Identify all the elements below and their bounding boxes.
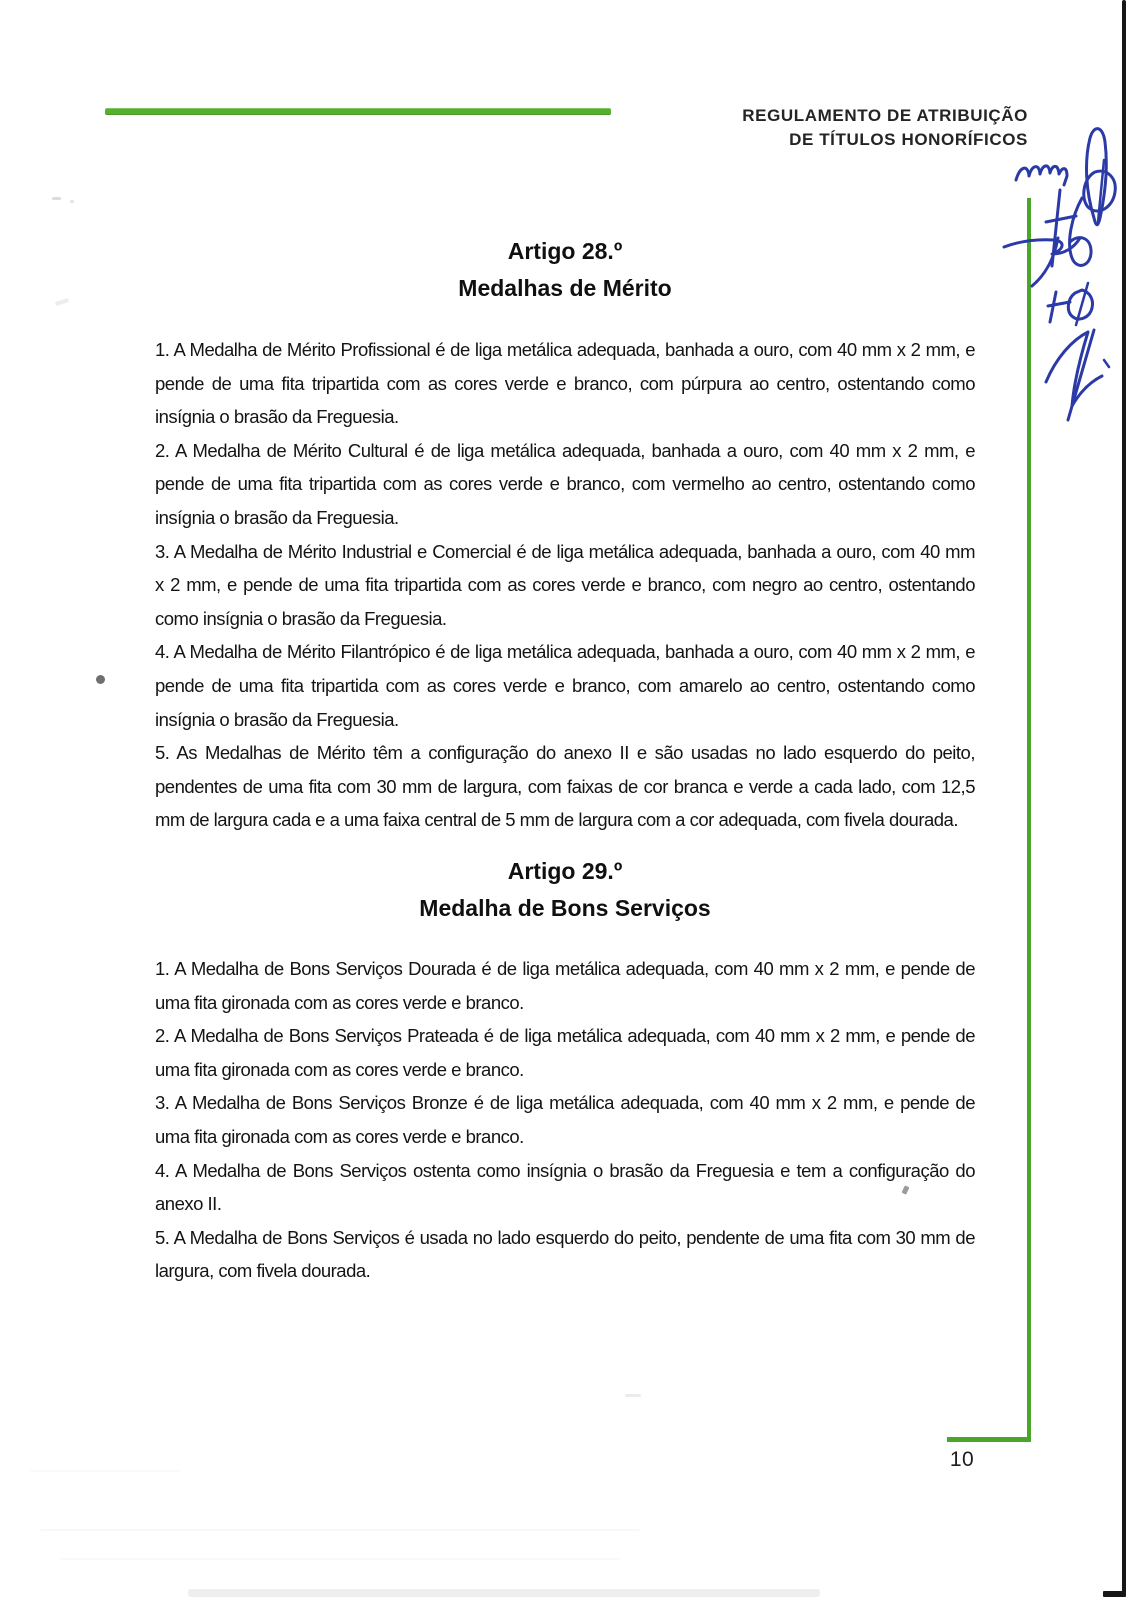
signature-ink xyxy=(985,110,1125,445)
scan-streak xyxy=(60,1558,620,1560)
signature-stroke xyxy=(1016,166,1067,185)
scan-speck xyxy=(96,675,105,684)
paragraph: 5. A Medalha de Bons Serviços é usada no lado esquerdo do peito, pendente de uma fita com 30 mm de largura, com fivela dourada. xyxy=(155,1226,975,1282)
paragraph: 3. A Medalha de Bons Serviços Bronze é de liga metálica adequada, com 40 mm x 2 mm, e pende de uma fita gironada com as cores verde e branco. xyxy=(155,1092,975,1147)
scan-speck xyxy=(52,197,61,200)
paragraph: 3. A Medalha de Mérito Industrial e Comercial é de liga metálica adequada, banhada a ouro, com 40 mm x 2 mm, e pende de uma fita tripartida com as cores verde e branco, com negro ao centro, ostentando como insígnia o brasão da Freguesia. xyxy=(155,540,975,629)
scan-streak xyxy=(30,1470,180,1472)
paragraph: 2. A Medalha de Mérito Cultural é de liga metálica adequada, banhada a ouro, com 40 mm x 2 mm, e pende de uma fita tripartida com as cores verde e branco, com vermelho ao centro, ostentando como insígnia o brasão da Freguesia. xyxy=(155,439,975,528)
signature-stroke xyxy=(1068,290,1092,319)
article-29-title: Artigo 29.º xyxy=(507,858,623,884)
scan-edge-foot xyxy=(1103,1591,1126,1597)
paragraph: 2. A Medalha de Bons Serviços Prateada é de liga metálica adequada, com 40 mm x 2 mm, e pende de uma fita gironada com as cores verde e branco. xyxy=(155,1025,975,1080)
scan-streak xyxy=(40,1529,640,1531)
signature-stroke xyxy=(1104,360,1109,367)
article-28-body xyxy=(155,333,975,837)
signature-stroke xyxy=(1050,292,1056,322)
page-number: 10 xyxy=(949,1448,975,1471)
scan-speck xyxy=(55,298,70,306)
article-29-subtitle: Medalha de Bons Serviços xyxy=(419,895,711,921)
header-line-1: REGULAMENTO DE ATRIBUIÇÃO xyxy=(742,106,1028,125)
paragraph: 1. A Medalha de Mérito Profissional é de liga metálica adequada, banhada a ouro, com 40 mm x 2 mm, e pende de uma fita tripartida com as cores verde e branco, com púrpura ao centro, ostentando como insígnia o brasão da Freguesia. xyxy=(155,339,975,428)
header-line-2: DE TÍTULOS HONORÍFICOS xyxy=(789,130,1028,149)
top-green-rule xyxy=(105,108,611,115)
scan-speck xyxy=(70,200,74,203)
article-28-title: Artigo 28.º xyxy=(507,238,623,264)
margin-rule-bottom xyxy=(947,1437,1031,1442)
paragraph: 5. As Medalhas de Mérito têm a configuração do anexo II e são usadas no lado esquerdo do peito, pendentes de uma fita com 30 mm de largura, com faixas de cor branca e verde a cada lado, com 12,5 mm de largura cada e a uma faixa central de 5 mm de largura com a cor adequada, com fivela dourada. xyxy=(155,742,975,831)
article-29-body xyxy=(155,952,975,1288)
article-28-subtitle: Medalhas de Mérito xyxy=(458,275,672,301)
scan-edge-line xyxy=(1122,0,1126,1597)
signature-stroke xyxy=(1048,302,1070,306)
paragraph: 4. A Medalha de Bons Serviços ostenta como insígnia o brasão da Freguesia e tem a configuração do anexo II. xyxy=(155,1159,975,1215)
paragraph: 4. A Medalha de Mérito Filantrópico é de liga metálica adequada, banhada a ouro, com 40 mm x 2 mm, e pende de uma fita tripartida com as cores verde e branco, com amarelo ao centro, ostentando como insígnia o brasão da Freguesia. xyxy=(155,641,975,730)
scan-speck xyxy=(625,1394,641,1397)
scan-smudge-bottom xyxy=(188,1589,820,1597)
paragraph: 1. A Medalha de Bons Serviços Dourada é de liga metálica adequada, com 40 mm x 2 mm, e pende de uma fita gironada com as cores verde e branco. xyxy=(155,958,975,1013)
